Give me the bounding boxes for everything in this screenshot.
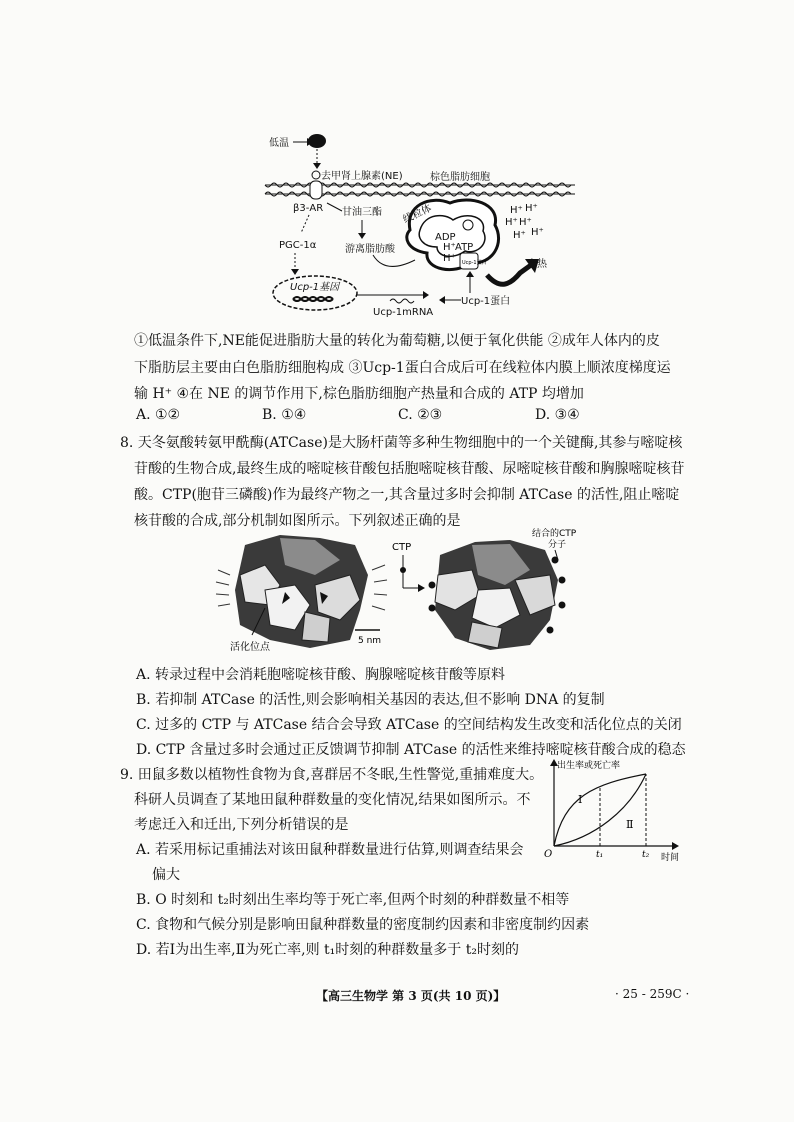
footer-page-info: 【高三生物学 第 3 页(共 10 页)】 (316, 989, 506, 1003)
q7-option-d[interactable]: D. ③④ (535, 407, 580, 423)
brown-fat-cell-diagram (255, 125, 585, 320)
q9-option-b[interactable]: B. O 时刻和 t₂时刻出生率均等于死亡率,但两个时刻的种群数量不相等 (136, 892, 570, 908)
atcase-diagram (210, 530, 600, 655)
series-label-1: Ⅰ (578, 793, 583, 806)
q9-option-a[interactable]: A. 若采用标记重捕法对该田鼠种群数量进行估算,则调查结果会 (136, 842, 524, 858)
q7-statement-2: 下脂肪层主要由白色脂肪细胞构成 ③Ucp-1蛋白合成后可在线粒体内膜上顺浓度梯度运 (134, 360, 671, 376)
q9-option-d[interactable]: D. 若Ⅰ为出生率,Ⅱ为死亡率,则 t₁时刻的种群数量多于 t₂时刻的 (136, 942, 519, 958)
svg-text:H⁺: H⁺ (513, 230, 526, 241)
q8-option-b[interactable]: B. 若抑制 ATCase 的活性,则会影响相关基因的表达,但不影响 DNA 的复制 (136, 692, 605, 708)
label-mito: 线粒体 (401, 203, 434, 226)
label-cold: 低温 (269, 138, 289, 149)
q8-stem-4: 核苷酸的合成,部分机制如图所示。下列叙述正确的是 (134, 513, 461, 529)
svg-text:H⁺: H⁺ (443, 242, 456, 253)
footer-code: · 25 - 259C · (615, 987, 690, 1001)
label-ucp-small: Ucp-1蛋白 (462, 260, 487, 266)
q8-option-c[interactable]: C. 过多的 CTP 与 ATCase 结合会导致 ATCase 的空间结构发生改变和活化位点的关闭 (136, 717, 682, 733)
label-triglyceride: 甘油三酯 (342, 207, 382, 218)
scale-bar-label: 5 nm (358, 636, 382, 646)
label-receptor: β3-AR (293, 203, 324, 214)
q9-stem-1: 9. 田鼠多数以植物性食物为食,喜群居不冬眠,生性警觉,重捕难度大。 (120, 767, 544, 783)
tick-t2: t₂ (642, 850, 650, 860)
y-axis-label: 出生率或死亡率 (557, 761, 621, 771)
label-active-site: 活化位点 (230, 642, 270, 653)
atcase-active (216, 535, 387, 648)
q7-option-c[interactable]: C. ②③ (398, 407, 443, 423)
svg-text:H⁺: H⁺ (505, 217, 518, 228)
q8-option-d[interactable]: D. CTP 含量过多时会通过正反馈调节抑制 ATCase 的活性来维持嘧啶核苷酸合成的稳态 (136, 742, 686, 758)
q9-stem-2: 科研人员调查了某地田鼠种群数量的变化情况,结果如图所示。不 (134, 792, 531, 808)
label-ucp-gene: Ucp-1基因 (290, 282, 340, 293)
tick-t1: t₁ (596, 850, 604, 860)
mitochondrion (401, 200, 499, 270)
label-ucp-protein: Ucp-1蛋白 (461, 296, 511, 307)
x-axis-label: 时间 (661, 853, 680, 863)
label-atp: ATP (455, 242, 474, 253)
q7-statement-1: ①低温条件下,NE能促进脂肪大量的转化为葡萄糖,以便于氧化供能 ②成年人体内的皮 (134, 333, 660, 349)
svg-text:H⁺: H⁺ (510, 205, 523, 216)
atcase-inhibited (429, 540, 566, 650)
label-bound-ctp-1: 结合的CTP (532, 529, 577, 539)
label-brown-cell: 棕色脂肪细胞 (430, 172, 490, 183)
q8-stem-1: 8. 天冬氨酸转氨甲酰酶(ATCase)是大肠杆菌等多种生物细胞中的一个关键酶,其参与嘧啶核 (120, 435, 683, 451)
svg-text:H⁺: H⁺ (531, 227, 544, 238)
q8-option-a[interactable]: A. 转录过程中会消耗胞嘧啶核苷酸、胸腺嘧啶核苷酸等原料 (136, 667, 506, 683)
origin-label: O (544, 849, 553, 860)
q7-statement-3: 输 H⁺ ④在 NE 的调节作用下,棕色脂肪细胞产热量和合成的 ATP 均增加 (134, 386, 584, 402)
svg-text:H⁺: H⁺ (525, 203, 538, 214)
label-ctp: CTP (392, 542, 412, 553)
label-heat: 产热 (527, 259, 547, 270)
series-label-2: Ⅱ (626, 818, 634, 831)
label-bound-ctp-2: 分子 (548, 540, 567, 550)
q9-stem-3: 考虑迁入和迁出,下列分析错误的是 (134, 817, 349, 833)
svg-text:H⁺: H⁺ (443, 253, 456, 264)
q7-option-b[interactable]: B. ①④ (262, 407, 307, 423)
svg-text:H⁺: H⁺ (519, 217, 532, 228)
q8-stem-3: 酸。CTP(胞苷三磷酸)作为最终产物之一,其含量过多时会抑制 ATCase 的活性,阻止嘧啶 (134, 487, 680, 503)
q8-stem-2: 苷酸的生物合成,最终生成的嘧啶核苷酸包括胞嘧啶核苷酸、尿嘧啶核苷酸和胸腺嘧啶核苷 (134, 461, 685, 477)
label-adp: ADP (435, 232, 456, 243)
birth-death-rate-chart (544, 758, 688, 863)
q9-option-c[interactable]: C. 食物和气候分别是影响田鼠种群数量的密度制约因素和非密度制约因素 (136, 917, 590, 933)
label-pgc: PGC-1α (279, 240, 317, 251)
q7-option-a[interactable]: A. ①② (136, 407, 181, 423)
label-ne: 去甲肾上腺素(NE) (321, 171, 403, 182)
label-ffa: 游离脂肪酸 (345, 244, 395, 255)
label-ucp-mrna: Ucp-1mRNA (373, 307, 434, 318)
q9-option-a-cont: 偏大 (152, 867, 180, 883)
